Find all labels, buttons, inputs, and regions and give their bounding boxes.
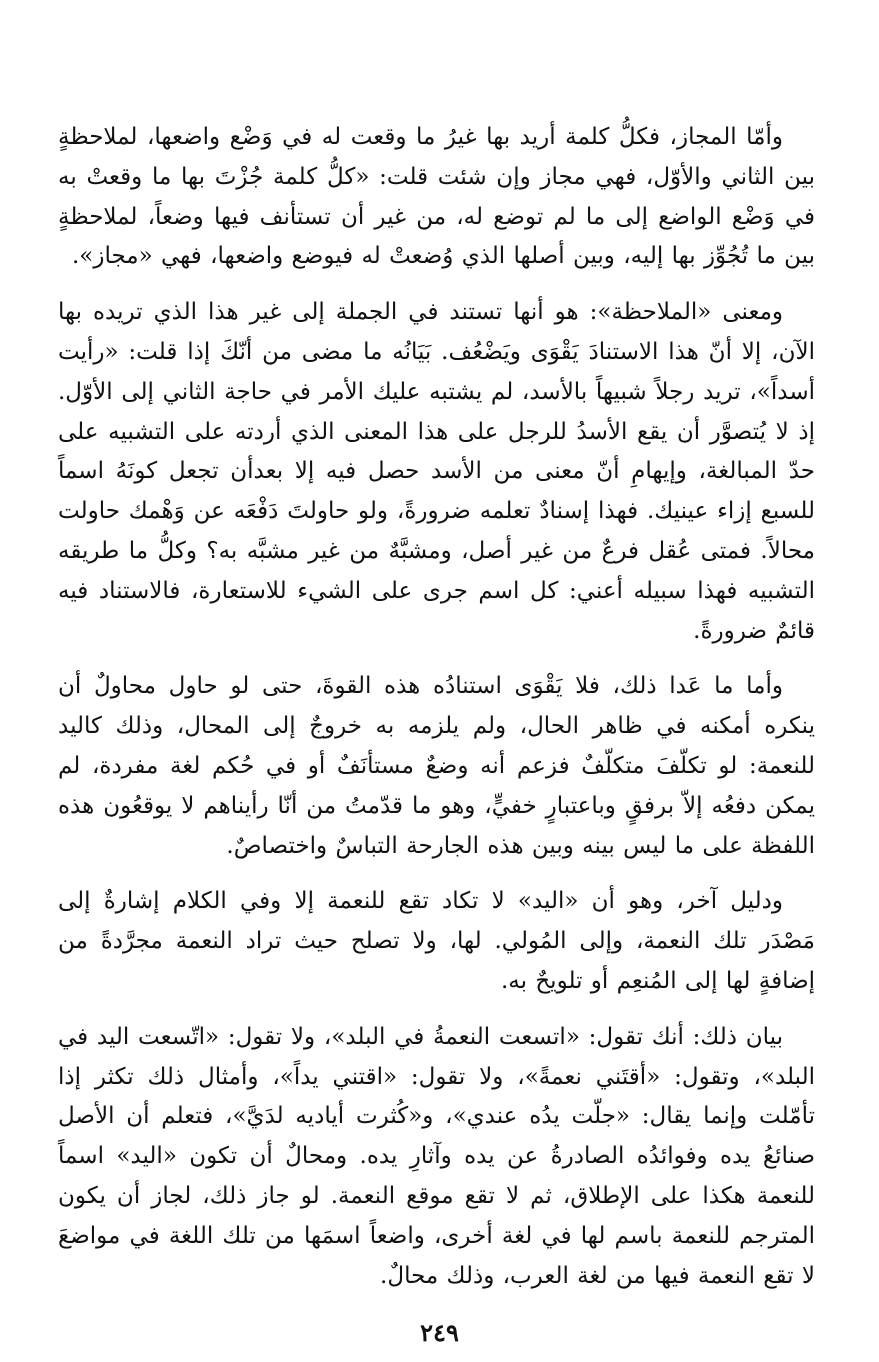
page-number: ٢٤٩ [420, 1318, 459, 1347]
paragraph-another-proof: ودليل آخر، وهو أن «اليد» لا تكاد تقع للنعمة إلا وفي الكلام إشارةٌ إلى مَصْدَر تلك النعمة، وإلى المُولي. لها، ولا تصلح حيث تراد النعمة مجرَّدةً من إضافةٍ لها إلى المُنعِم أو تلويحٌ به. [58, 888, 815, 994]
paragraph-mulahaza-meaning: ومعنى «الملاحظة»: هو أنها تستند في الجملة إلى غير هذا الذي تريده بها الآن، إلا أنّ هذا الاستنادَ يَقْوَى ويَضْعُف. بَيَانُه ما مضى من أنّكَ إذا قلت: «رأيت أسداً»، تريد رجلاً شبيهاً بالأسد، لم يشتبه عليك الأمر في حاجة الثاني إلى الأوّل. إذ لا يُتصوَّر أن يقع الأسدُ للرجل على هذا المعنى الذي أردته على التشبيه على حدّ المبالغة، وإيهامِ أنّ معنى من الأسد حصل فيه إلا بعدأن تجعل كونَهُ اسماً للسبع إزاء عينيك. فهذا إسنادٌ تعلمه ضرورةً، ولو حاولتَ دَفْعَه عن وَهْمك حاولت محالاً. فمتى عُقل فرعٌ من غير أصل، ومشبَّهٌ من غير مشبَّه به؟ وكلُّ ما طريقه التشبيه فهذا سبيله أعني: كل اسم جرى على الشيء للاستعارة، فالاستناد فيه قائمٌ ضرورةً. [58, 299, 815, 644]
paragraph-explanation: بيان ذلك: أنك تقول: «اتسعت النعمةُ في البلد»، ولا تقول: «اتّسعت اليد في البلد»، وتقول: «أقتَني نعمةً»، ولا تقول: «اقتني يداً»، وأمثال ذلك تكثر إذا تأمّلت وإنما يقال: «جلّت يدُه عندي»، و«كُثرت أياديه لدَيَّ»، فتعلم أن الأصل صنائعُ يده وفوائدُه الصادرةُ عن يده وآثارِ يده. ومحالٌ أن تكون «اليد» اسماً للنعمة هكذا على الإطلاق، ثم لا تقع موقع النعمة. لو جاز ذلك، لجاز أن يكون المترجم للنعمة باسم لها في لغة أخرى، واضعاً اسمَها من تلك اللغة في مواضعَ لا تقع النعمة فيها من لغة العرب، وذلك محالٌ. [58, 1023, 815, 1289]
paragraph-majaz-definition: وأمّا المجاز، فكلُّ كلمة أريد بها غيرُ ما وقعت له في وَضْع واضعها، لملاحظةٍ بين الثاني والأوّل، فهي مجاز وإن شئت قلت: «كلُّ كلمة جُزْتَ بها ما وقعتْ به في وَضْع الواضع إلى ما لم توضع له، من غير أن تستأنف فيها وضعاً، لملاحظةٍ بين ما تُجُوِّز بها إليه، وبين أصلها الذي وُضعتْ له فيوضع واضعها، فهي «مجاز». [58, 124, 815, 270]
page-body [58, 118, 815, 1312]
paragraph-weak-reference: وأما ما عَدا ذلك، فلا يَقْوَى استنادُه هذه القوةَ، حتى لو حاول محاولٌ أن ينكره أمكنه في ظاهر الحال، ولم يلزمه به خروجٌ إلى المحال، وذلك كاليد للنعمة: لو تكلّفَ متكلّفٌ فزعم أنه وضعٌ مستأنَفٌ أو في حُكم لغة مفردة، لم يمكن دفعُه إلاّ برفقٍ وباعتبارٍ خفيٍّ، وهو ما قدّمتُ من أنّا رأيناهم لا يوقعُون هذه اللفظة على ما ليس بينه وبين هذه الجارحة التباسٌ واختصاصٌ. [58, 673, 815, 859]
